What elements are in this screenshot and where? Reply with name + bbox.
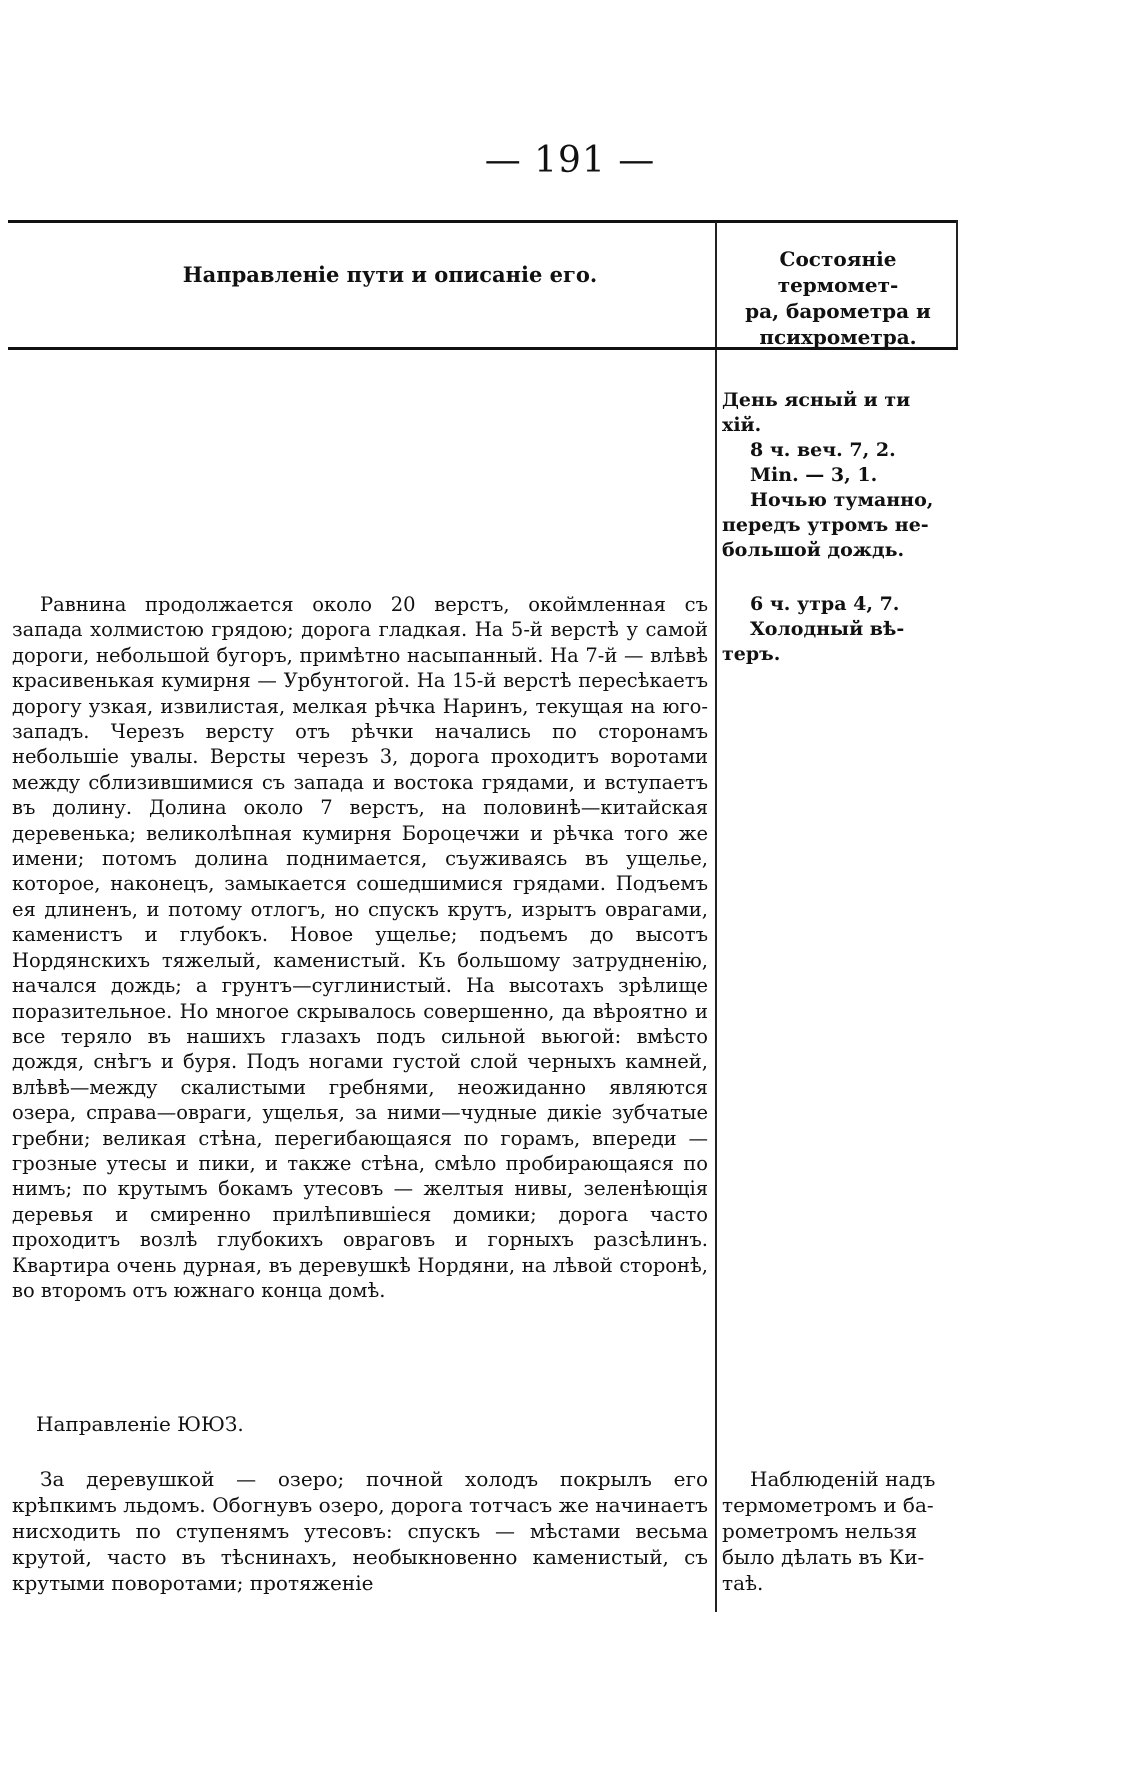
observation-line: 6 ч. утра 4, 7. xyxy=(750,593,900,615)
observation-line: было дѣлать въ Ки- xyxy=(722,1545,925,1569)
observation-line: Наблюденій надъ xyxy=(750,1467,936,1491)
observation-line: таѣ. xyxy=(722,1571,764,1595)
top-rule xyxy=(8,220,958,223)
observation-block xyxy=(722,388,958,563)
header-right-line: психрометра. xyxy=(759,325,917,349)
observation-line: хій. xyxy=(722,414,762,436)
observation-block xyxy=(722,592,958,667)
header-right-line: ра, барометра и xyxy=(745,299,931,323)
observation-line: передъ утромъ не- xyxy=(722,514,929,536)
page-number: — 191 — xyxy=(484,140,656,181)
route-continuation-paragraph xyxy=(12,1466,708,1596)
route-continuation-text: За деревушкой — озеро; почной холодъ покрылъ его крѣпкимъ льдомъ. Обогнувъ озеро, дорога тотчасъ же начинаетъ нисходить по ступенямъ утесовъ: спускъ — мѣстами весьма крутой, часто въ тѣснинахъ, необыкновенно каменистый, съ крутыми поворотами; протяженіе xyxy=(12,1467,708,1595)
observation-line: большой дождь. xyxy=(722,539,905,561)
route-description-text: Равнина продолжается около 20 верстъ, окоймленная съ запада холмистою грядою; дорога гладкая. На 5-й верстѣ у самой дороги, небольшой бугоръ, примѣтно насыпанный. На 7-й — влѣвѣ красивенькая кумирня — Урбунтогой. На 15-й верстѣ пересѣкаетъ дорогу узкая, извилистая, мелкая рѣчка Наринъ, текущая на юго-западъ. Черезъ версту отъ рѣчки начались по сторонамъ небольшіе увалы. Версты черезъ 3, дорога проходитъ воротами между сблизившимися съ запада и востока грядами, и вступаетъ въ долину. Долина около 7 верстъ, на половинѣ—китайская деревенька; великолѣпная кумирня Бороцечжи и рѣчка того же имени; потомъ долина поднимается, съуживаясь въ ущелье, которое, наконецъ, замыкается сошедшимися грядами. Подъемъ ея длиненъ, и потому отлогъ, но спускъ крутъ, изрытъ оврагами, каменистъ и глубокъ. Новое ущелье; подъемъ до высотъ Нордянскихъ тяжелый, каменистый. Къ большому затрудненію, начался дождь; а грунтъ—суглинистый. На высотахъ зрѣлище поразительное. Но многое скрывалось совершенно, да вѣроятно и все теряло въ нашихъ глазахъ подъ сильной вьюгой: вмѣсто дождя, снѣгъ и буря. Подъ ногами густой слой черныхъ камней, влѣвѣ—между скалистыми гребнями, неожиданно являются озера, справа—овраги, ущелья, за ними—чудные дикіе зубчатые гребни; великая стѣна, перегибающаяся по горамъ, впереди — грозные утесы и пики, и также стѣна, смѣло пробирающаяся по нимъ; по крутымъ бокамъ утесовъ — желтыя нивы, зеленѣющія деревья и смиренно прилѣпившіеся домики; дорога часто проходитъ возлѣ глубокихъ овраговъ и горныхъ разсѣлинъ. Квартира очень дурная, въ деревушкѣ Нордяни, на лѣвой сторонѣ, во второмъ отъ южнаго конца домѣ. xyxy=(12,593,708,1302)
column-divider xyxy=(715,222,717,1612)
observation-line: 8 ч. веч. 7, 2. xyxy=(750,439,896,461)
table-right-border xyxy=(956,220,958,348)
observation-line: Холодный вѣ- xyxy=(750,618,905,640)
observation-line: теръ. xyxy=(722,643,781,665)
direction-line: Направленіе ЮЮЗ. xyxy=(36,1412,244,1436)
observation-block xyxy=(722,1466,958,1596)
observation-line: Min. — 3, 1. xyxy=(750,464,878,486)
route-description-paragraph xyxy=(12,592,708,1303)
observation-line: рометромъ нельзя xyxy=(722,1519,918,1543)
header-right-line: Состояніе термомет- xyxy=(777,247,899,297)
observation-line: День ясный и ти xyxy=(722,389,911,411)
header-instrument-state xyxy=(722,246,954,350)
observation-line: Ночью туманно, xyxy=(750,489,934,511)
observation-line: термометромъ и ба- xyxy=(722,1493,934,1517)
header-route-description: Направленіе пути и описаніе его. xyxy=(182,262,598,287)
